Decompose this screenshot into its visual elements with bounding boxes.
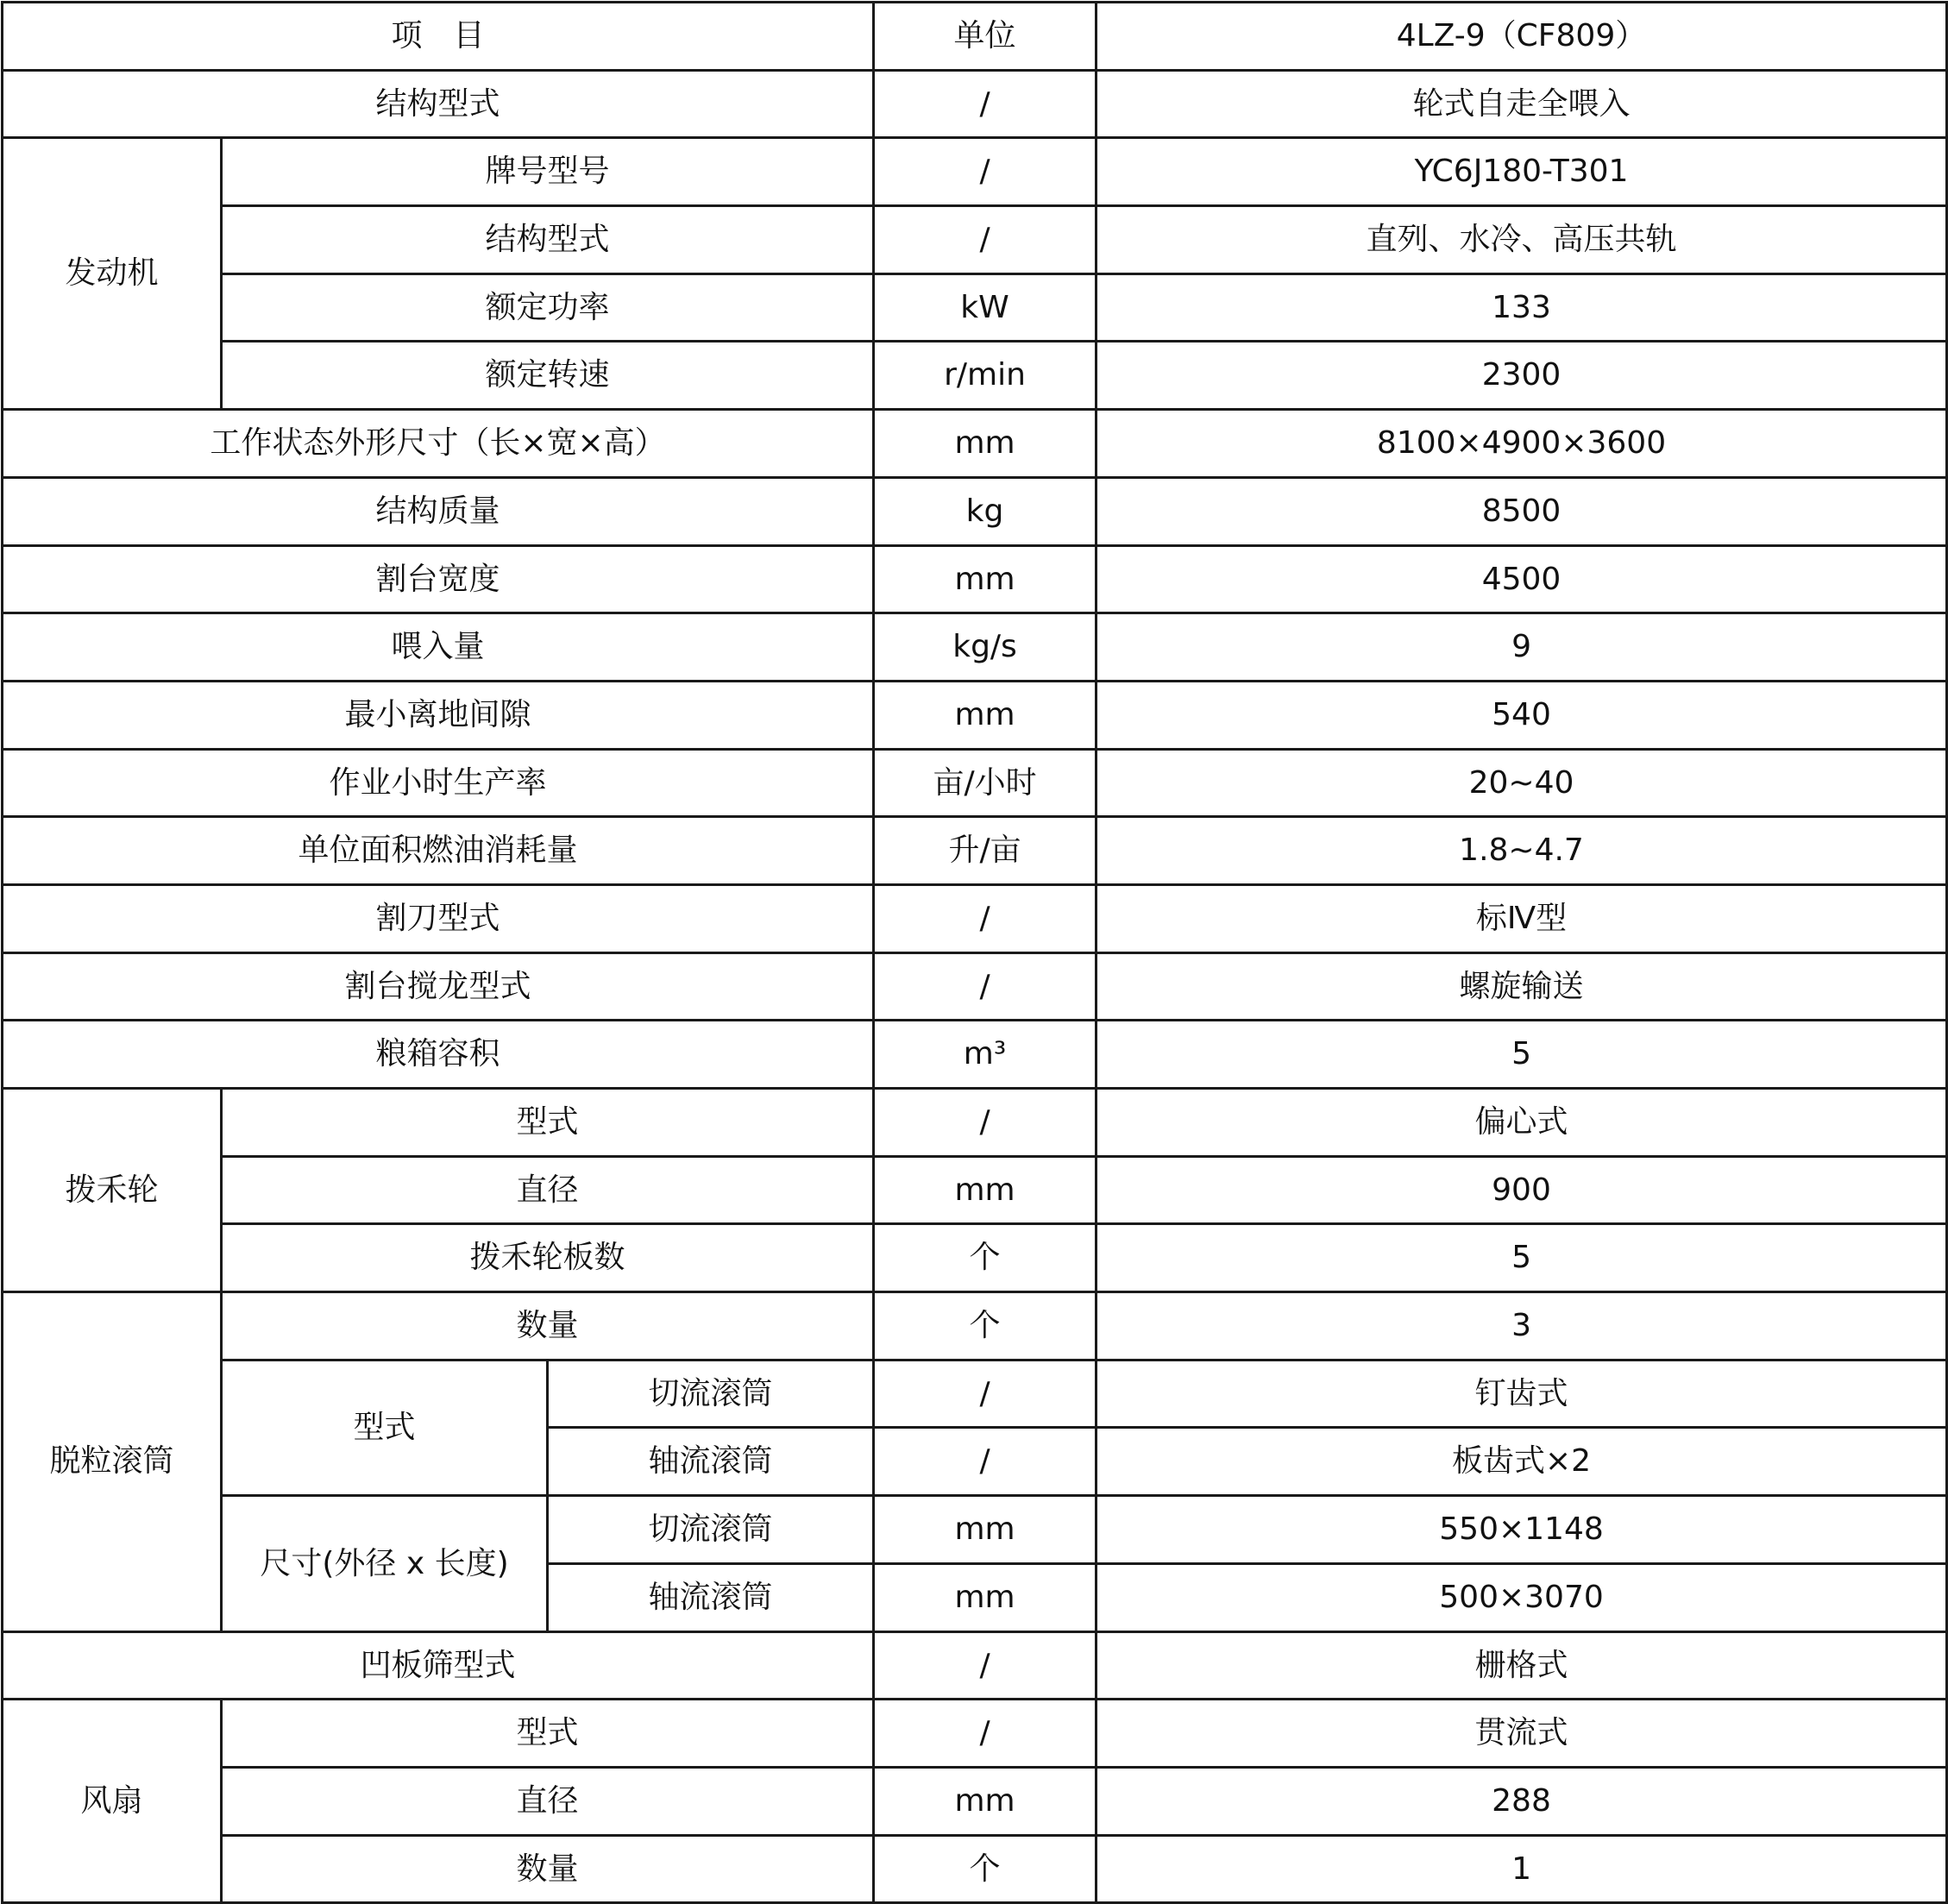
row-value: 288 (1097, 1767, 1947, 1835)
row-unit: / (874, 206, 1097, 274)
row-label: 数量 (222, 1292, 874, 1360)
table-row (3, 1631, 1947, 1700)
header-item: 项 目 (3, 3, 874, 71)
row-label: 最小离地间隙 (3, 681, 874, 749)
table-row (3, 206, 1947, 274)
table-row (3, 410, 1947, 478)
row-label: 直径 (222, 1156, 874, 1224)
row-label: 轴流滚筒 (548, 1563, 874, 1631)
spec-table (1, 1, 1948, 1904)
header-model: 4LZ-9（CF809） (1097, 3, 1947, 71)
table-row (3, 477, 1947, 545)
row-value: 5 (1097, 1021, 1947, 1089)
row-label: 额定转速 (222, 342, 874, 410)
row-unit: / (874, 1089, 1097, 1157)
row-label: 拨禾轮板数 (222, 1224, 874, 1292)
table-row (3, 342, 1947, 410)
table-row (3, 681, 1947, 749)
row-value: 偏心式 (1097, 1089, 1947, 1157)
row-label: 型式 (222, 1089, 874, 1157)
table-row (3, 1360, 1947, 1428)
row-unit: / (874, 1428, 1097, 1496)
row-label: 结构质量 (3, 477, 874, 545)
row-unit: 亩/小时 (874, 749, 1097, 817)
table-row (3, 1835, 1947, 1903)
group-engine: 发动机 (3, 138, 222, 410)
row-value: 1 (1097, 1835, 1947, 1903)
row-label: 作业小时生产率 (3, 749, 874, 817)
table-row (3, 817, 1947, 885)
row-unit: 个 (874, 1224, 1097, 1292)
table-row (3, 1700, 1947, 1768)
header-unit: 单位 (874, 3, 1097, 71)
row-unit: 个 (874, 1292, 1097, 1360)
row-label: 切流滚筒 (548, 1496, 874, 1564)
group-fan: 风扇 (3, 1700, 222, 1903)
row-value: 标Ⅳ型 (1097, 884, 1947, 952)
row-label: 割刀型式 (3, 884, 874, 952)
row-label: 割台宽度 (3, 545, 874, 613)
subgroup-drum-type: 型式 (222, 1360, 548, 1495)
row-unit: 升/亩 (874, 817, 1097, 885)
row-value: 贯流式 (1097, 1700, 1947, 1768)
row-label: 额定功率 (222, 273, 874, 342)
table-row (3, 613, 1947, 682)
table-row (3, 1021, 1947, 1089)
row-value: 540 (1097, 681, 1947, 749)
row-unit: mm (874, 681, 1097, 749)
row-unit: mm (874, 545, 1097, 613)
row-value: 栅格式 (1097, 1631, 1947, 1700)
row-label: 工作状态外形尺寸（长×宽×高） (3, 410, 874, 478)
row-unit: kW (874, 273, 1097, 342)
table-row (3, 884, 1947, 952)
row-unit: r/min (874, 342, 1097, 410)
row-value: 133 (1097, 273, 1947, 342)
row-label: 结构型式 (3, 70, 874, 138)
group-reel: 拨禾轮 (3, 1089, 222, 1292)
row-value: 8500 (1097, 477, 1947, 545)
table-row (3, 749, 1947, 817)
row-value: 1.8~4.7 (1097, 817, 1947, 885)
row-value: 2300 (1097, 342, 1947, 410)
row-label: 轴流滚筒 (548, 1428, 874, 1496)
row-unit: / (874, 70, 1097, 138)
row-value: 4500 (1097, 545, 1947, 613)
table-header-row (3, 3, 1947, 71)
row-unit: / (874, 884, 1097, 952)
table-row (3, 1292, 1947, 1360)
row-value: 板齿式×2 (1097, 1428, 1947, 1496)
row-value: 螺旋输送 (1097, 952, 1947, 1021)
row-label: 数量 (222, 1835, 874, 1903)
row-label: 牌号型号 (222, 138, 874, 206)
table-row (3, 1089, 1947, 1157)
table-row (3, 1767, 1947, 1835)
row-unit: kg (874, 477, 1097, 545)
row-label: 型式 (222, 1700, 874, 1768)
row-label: 凹板筛型式 (3, 1631, 874, 1700)
row-unit: / (874, 1700, 1097, 1768)
table-row (3, 545, 1947, 613)
row-unit: / (874, 1360, 1097, 1428)
row-label: 割台搅龙型式 (3, 952, 874, 1021)
row-value: 8100×4900×3600 (1097, 410, 1947, 478)
subgroup-drum-size: 尺寸(外径 x 长度) (222, 1496, 548, 1631)
row-value: 500×3070 (1097, 1563, 1947, 1631)
row-unit: 个 (874, 1835, 1097, 1903)
row-unit: mm (874, 1563, 1097, 1631)
table-row (3, 1156, 1947, 1224)
table-row (3, 952, 1947, 1021)
row-value: 钉齿式 (1097, 1360, 1947, 1428)
table-row (3, 138, 1947, 206)
row-unit: / (874, 952, 1097, 1021)
table-row (3, 70, 1947, 138)
table-row (3, 1224, 1947, 1292)
row-label: 喂入量 (3, 613, 874, 682)
row-value: 9 (1097, 613, 1947, 682)
row-value: 3 (1097, 1292, 1947, 1360)
row-label: 直径 (222, 1767, 874, 1835)
row-unit: mm (874, 410, 1097, 478)
row-unit: mm (874, 1767, 1097, 1835)
row-unit: kg/s (874, 613, 1097, 682)
row-value: 550×1148 (1097, 1496, 1947, 1564)
table-row (3, 273, 1947, 342)
row-value: 直列、水冷、高压共轨 (1097, 206, 1947, 274)
row-unit: / (874, 1631, 1097, 1700)
row-label: 结构型式 (222, 206, 874, 274)
row-unit: mm (874, 1496, 1097, 1564)
group-drum: 脱粒滚筒 (3, 1292, 222, 1631)
row-label: 切流滚筒 (548, 1360, 874, 1428)
row-unit: m³ (874, 1021, 1097, 1089)
row-value: 5 (1097, 1224, 1947, 1292)
row-value: 轮式自走全喂入 (1097, 70, 1947, 138)
table-row (3, 1496, 1947, 1564)
row-label: 单位面积燃油消耗量 (3, 817, 874, 885)
row-value: 900 (1097, 1156, 1947, 1224)
row-label: 粮箱容积 (3, 1021, 874, 1089)
row-unit: / (874, 138, 1097, 206)
row-value: YC6J180-T301 (1097, 138, 1947, 206)
row-unit: mm (874, 1156, 1097, 1224)
row-value: 20~40 (1097, 749, 1947, 817)
